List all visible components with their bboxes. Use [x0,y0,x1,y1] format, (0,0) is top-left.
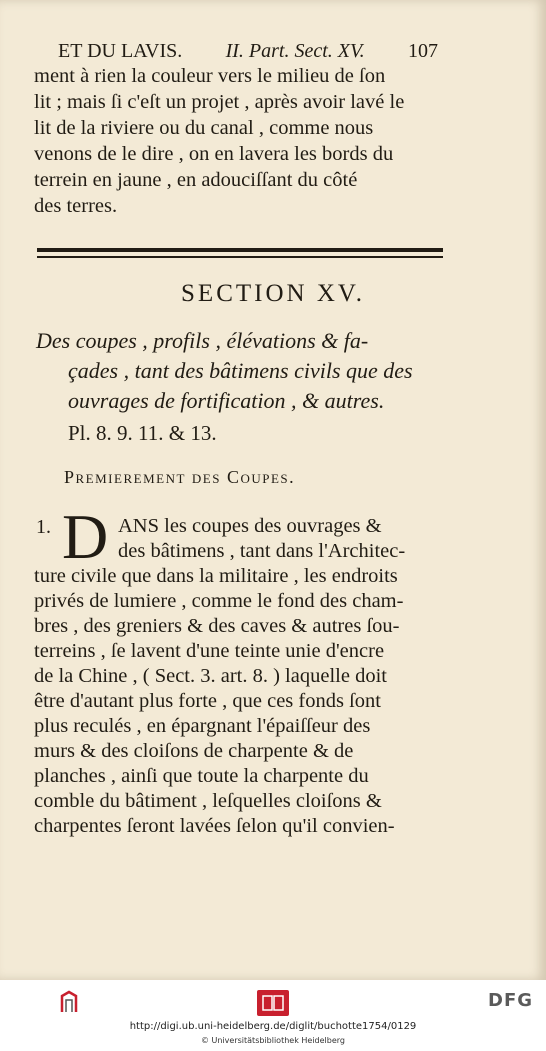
text-line: venons de le dire , on en lavera les bords du [34,143,394,165]
text-line: lit de la riviere ou du canal , comme nous [34,117,374,139]
heading-line: Des coupes , profils , élévations & fa- [36,328,369,353]
library-logo[interactable] [8,988,88,1018]
viewer-footer [0,980,546,1051]
paragraph-line: terreins , ſe lavent d'une teinte unie d'encre [34,640,385,662]
subheading: Premierement des Coupes. [64,467,296,487]
plate-reference: Pl. 8. 9. 11. & 13. [68,421,217,445]
heidelberg-historic-literature-logo[interactable] [257,990,289,1016]
book-icon [257,990,289,1016]
drop-capital: D [62,501,109,572]
page-number: 107 [407,40,438,62]
text-line: terrein en jaune , en adouciſſant du côté [34,169,358,191]
text-line: ment à rien la couleur vers le milieu de ſon [34,65,386,87]
paragraph-line: de la Chine , ( Sect. 3. art. 8. ) laquelle doit [34,665,387,687]
paragraph-line: ture civile que dans la militaire , les endroits [34,565,398,587]
page-url-link[interactable]: http://digi.ub.uni-heidelberg.de/diglit/buchotte1754/0129 [129,1021,417,1032]
paragraph-line: charpentes ſeront lavées ſelon qu'il convien- [34,815,395,837]
paragraph-line: planches , ainſi que toute la charpente du [34,765,369,787]
heading-line: ouvrages de fortification , & autres. [68,388,385,413]
paragraph-line: des bâtimens , tant dans l'Architec- [118,540,406,562]
text-line: lit ; mais ſi c'eſt un projet , après avoir lavé le [34,91,405,113]
copyright-notice: © Universitätsbibliothek Heidelberg [200,1036,345,1045]
text-line: des terres. [34,195,118,217]
section-title: SECTION XV. [181,280,365,307]
library-logo-icon [60,990,78,1014]
dfg-logo[interactable]: DFG [488,990,534,1011]
paragraph-line: bres , des greniers & des caves & autres ſou- [34,615,400,637]
paragraph-line: plus reculés , en épargnant l'épaiſſeur des [34,715,371,737]
double-rule-thin [37,256,443,258]
paragraph-line: être d'autant plus forte , que ces fonds ſont [34,690,381,712]
double-rule-thick [37,248,443,252]
running-head-middle: II. Part. Sect. XV. [225,40,365,62]
paragraph-line: ANS les coupes des ouvrages & [118,515,382,537]
paragraph-line: privés de lumiere , comme le fond des cham- [34,590,404,612]
paragraph-line: comble du bâtiment , leſquelles cloiſons & [34,790,382,812]
paragraph-line: murs & des cloiſons de charpente & de [34,740,354,762]
running-head [58,40,438,63]
paragraph-number: 1. [36,516,51,538]
running-head-left: ET DU LAVIS. [58,40,183,62]
heading-line: çades , tant des bâtimens civils que des [68,358,413,383]
